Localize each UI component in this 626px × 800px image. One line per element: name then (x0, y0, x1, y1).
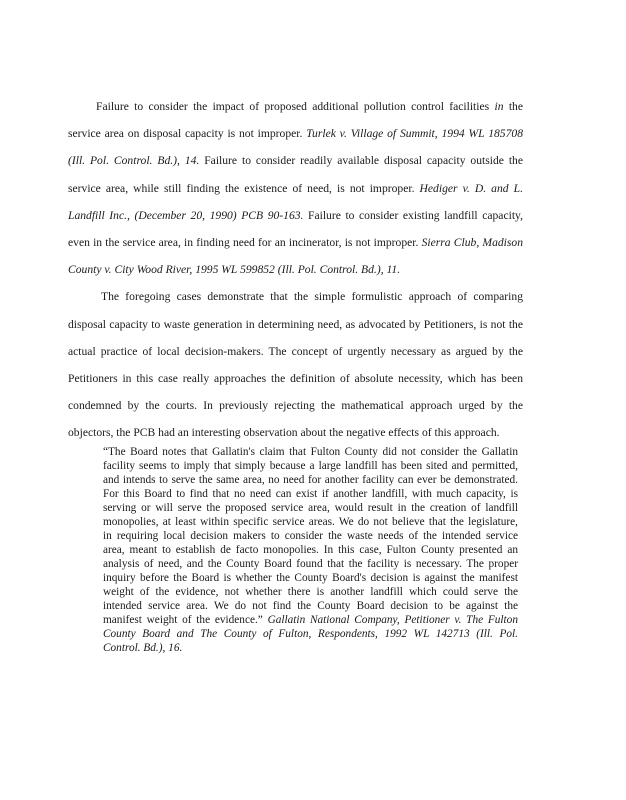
quote-line: analysis of need, and the County Board found that the facility is necessary. The proper (103, 558, 518, 570)
quote-line: inquiry before the Board is whether the County Board's decision is against the manifest (103, 572, 518, 584)
text-line: Landfill Inc., (December 20, 1990) PCB 90-163. Failure to consider existing landfill capacity, (68, 209, 523, 222)
text-line: condemned by the courts. In previously rejecting the mathematical approach urged by the (68, 399, 523, 412)
text-line: disposal capacity to waste generation in determining need, as advocated by Petitioners, is not the (68, 318, 523, 331)
text-line: Failure to consider the impact of proposed additional pollution control facilities in the (96, 100, 523, 113)
text-line: even in the service area, in finding need for an incinerator, is not improper. Sierra Club, Madison (68, 236, 523, 249)
text-line: actual practice of local decision-makers. The concept of urgently necessary as argued by the (68, 345, 523, 358)
text-line: service area, while still finding the existence of need, is not improper. Hediger v. D. and L. (68, 182, 523, 195)
quote-line: Control. Bd.), 16. (103, 642, 183, 654)
quote-line: weight of the evidence, not whether there is another landfill which could serve the (103, 586, 518, 598)
quote-line: facility seems to imply that simply because a large landfill has been sited and permitted, (103, 460, 518, 472)
quote-line: For this Board to find that no need can exist if another landfill, with much capacity, is (103, 488, 518, 500)
text-line: The foregoing cases demonstrate that the simple formulistic approach of comparing (101, 290, 523, 303)
text-line: Petitioners in this case really approaches the definition of absolute necessity, which has been (68, 372, 523, 385)
quote-line: area, meant to establish de facto monopolies. In this case, Fulton County presented an (103, 544, 518, 556)
text-line: County v. City Wood River, 1995 WL 599852 (Ill. Pol. Control. Bd.), 11. (68, 263, 401, 276)
quote-line: serving or will serve the proposed service area, would result in the creation of landfill (103, 502, 518, 514)
text-line: (Ill. Pol. Control. Bd.), 14. Failure to consider readily available disposal capacity outside the (68, 154, 523, 167)
quote-line: manifest weight of the evidence.” Gallatin National Company, Petitioner v. The Fulton (103, 614, 518, 626)
text-line: service area on disposal capacity is not improper. Turlek v. Village of Summit, 1994 WL 185708 (68, 127, 523, 140)
quote-line: in requiring local decision makers to consider the waste needs of the intended service (103, 530, 518, 542)
quote-line: and intends to serve the same area, no need for another facility can ever be demonstrated. (103, 474, 518, 486)
quote-line: monopolies, at least within specific service areas. We do not believe that the legislature, (103, 516, 518, 528)
quote-line: County Board and The County of Fulton, Respondents, 1992 WL 142713 (Ill. Pol. (103, 628, 518, 640)
text-line: objectors, the PCB had an interesting observation about the negative effects of this approach. (68, 426, 500, 439)
quote-line: “The Board notes that Gallatin's claim that Fulton County did not consider the Gallatin (103, 446, 518, 458)
quote-line: intended service area. We do not find the County Board decision to be against the (103, 600, 518, 612)
